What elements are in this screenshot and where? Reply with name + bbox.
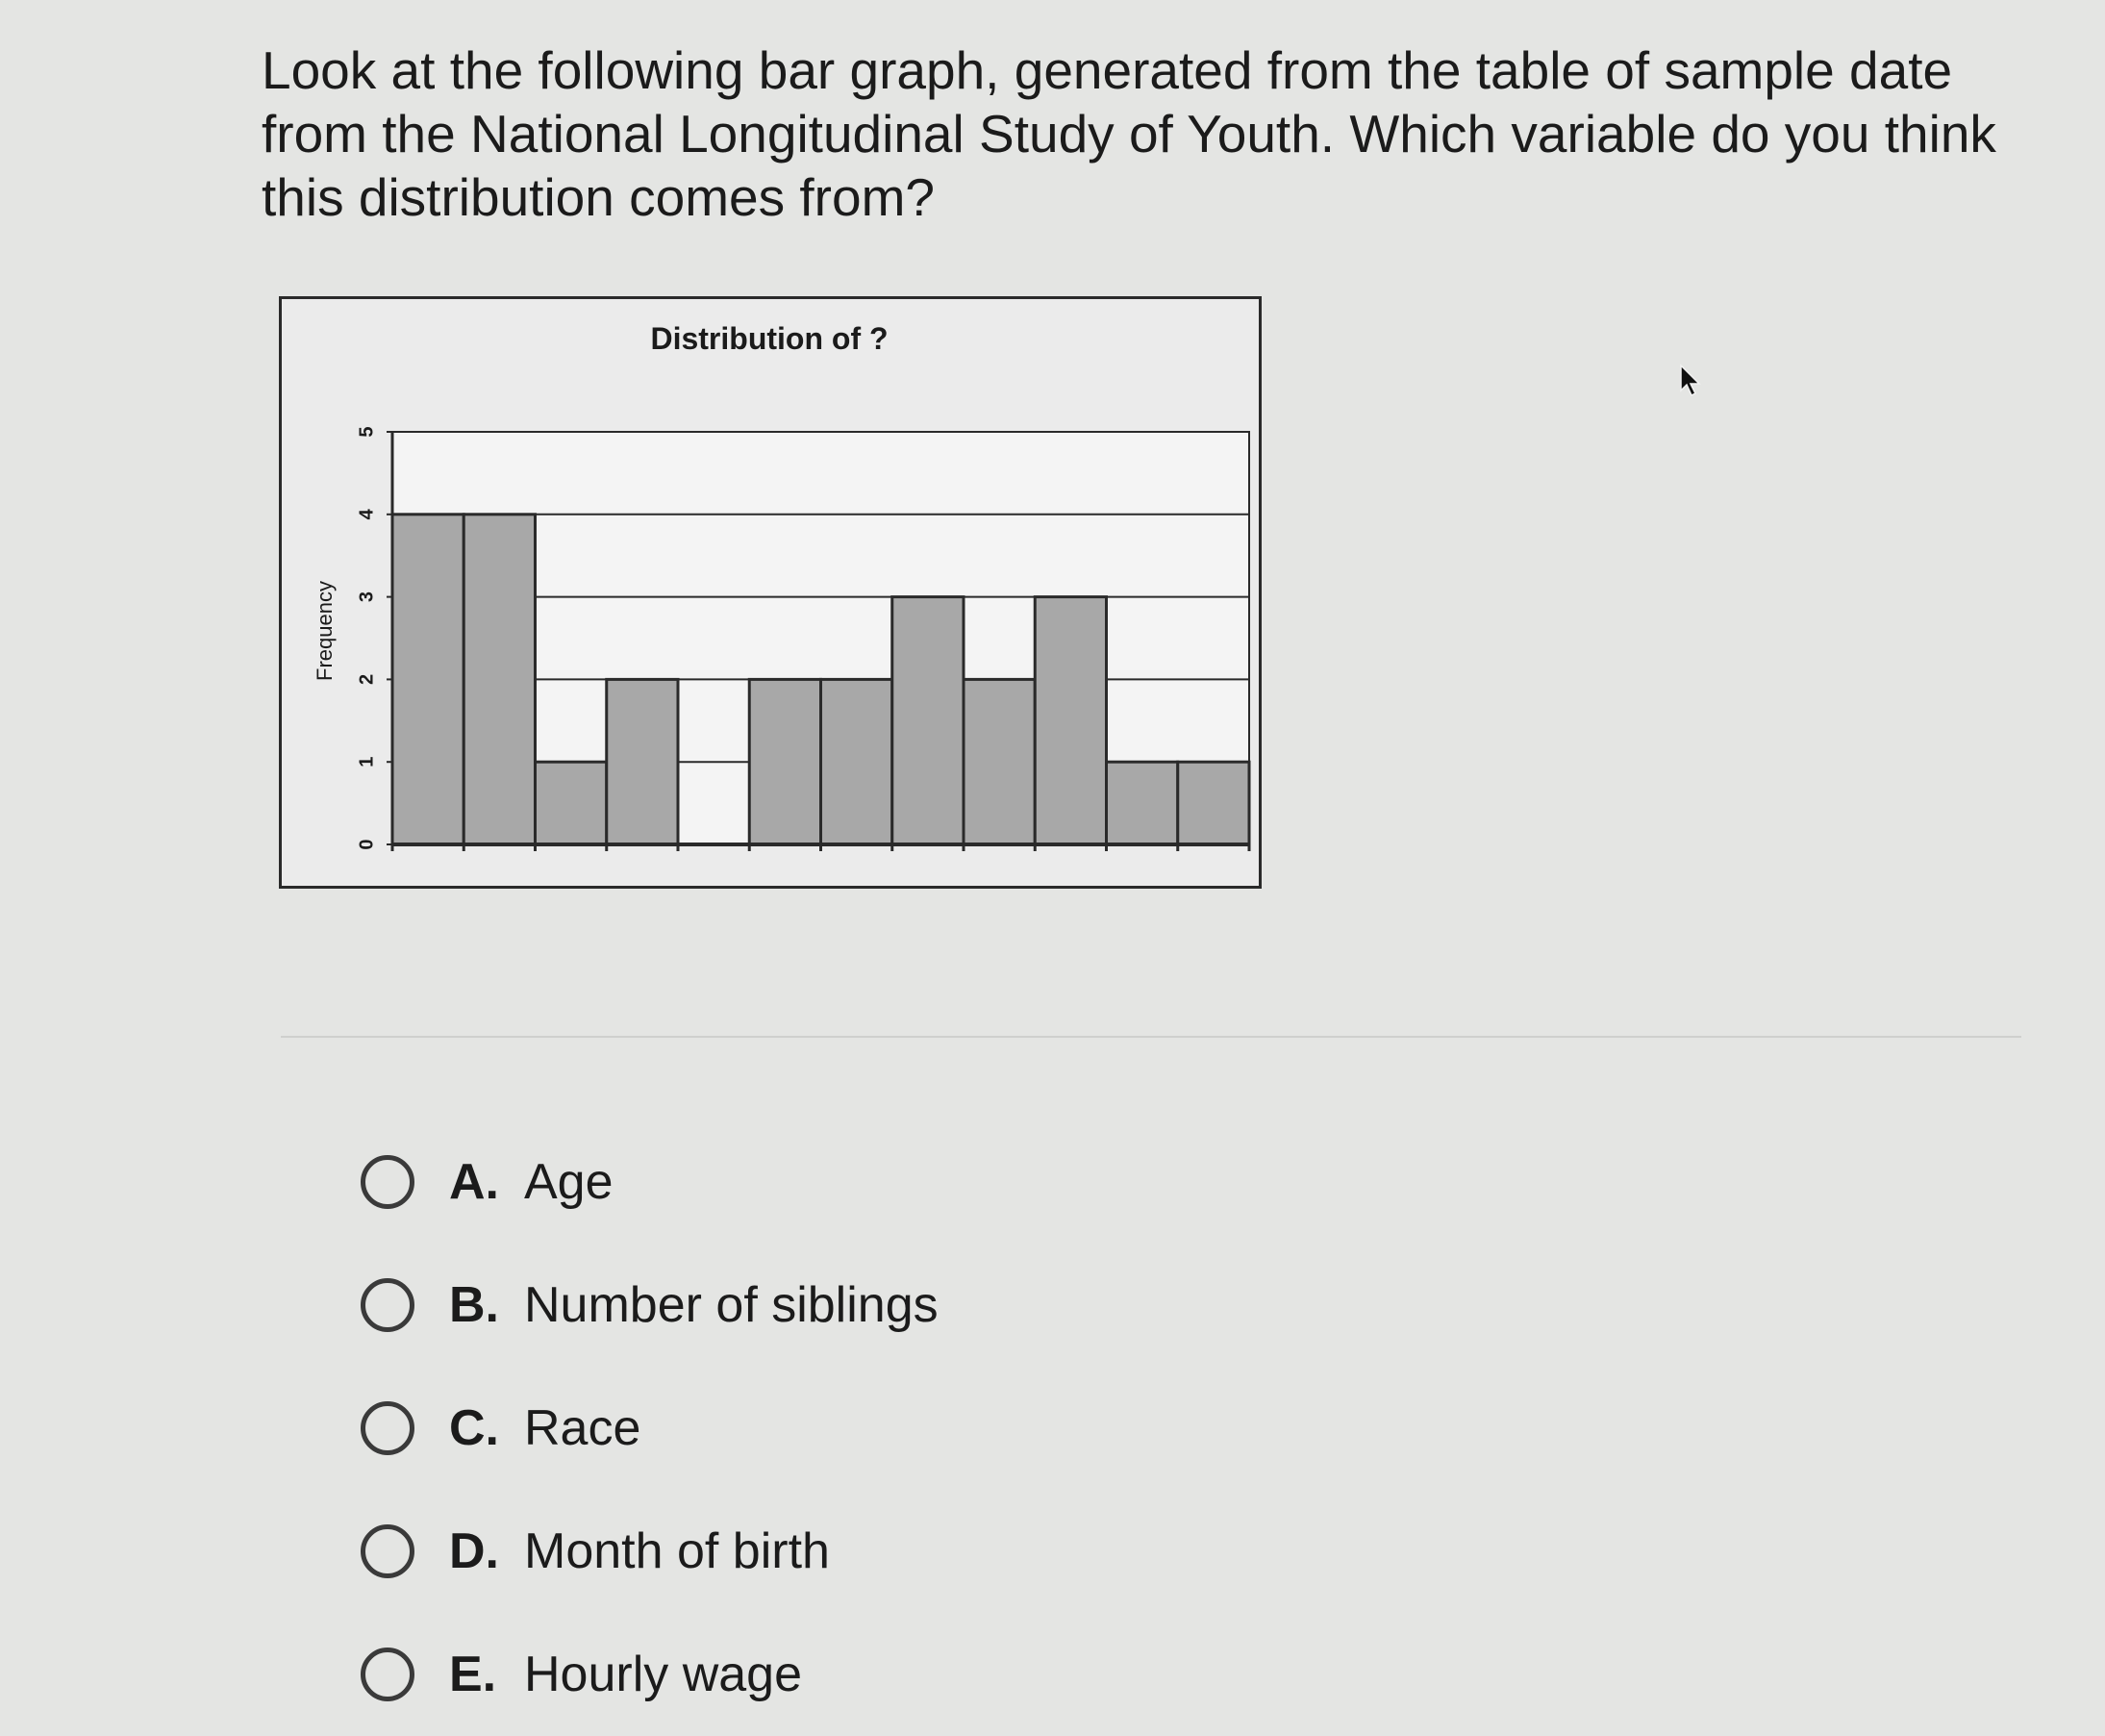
radio-button-c[interactable]: [361, 1401, 414, 1455]
y-tick-label: 1: [356, 756, 378, 767]
option-b-letter: B.: [449, 1277, 499, 1333]
option-b[interactable]: [361, 1244, 939, 1367]
chart-svg: [282, 299, 1259, 886]
y-tick-label: 2: [356, 673, 378, 685]
option-d-letter: D.: [449, 1523, 499, 1579]
bar: [1178, 762, 1249, 844]
option-a-letter: A.: [449, 1154, 499, 1210]
bar: [892, 597, 964, 844]
radio-button-b[interactable]: [361, 1278, 414, 1332]
option-e-text: Hourly wage: [524, 1647, 803, 1702]
radio-button-a[interactable]: [361, 1155, 414, 1209]
chart-title: Distribution of ?: [650, 321, 889, 356]
option-e-letter: E.: [449, 1647, 497, 1702]
y-tick-label: 0: [356, 839, 378, 850]
y-tick-label: 3: [356, 591, 378, 603]
bar: [964, 679, 1035, 844]
option-c[interactable]: [361, 1367, 939, 1490]
bar: [1035, 597, 1106, 844]
mouse-pointer-icon: [1679, 364, 1702, 398]
option-c-text: Race: [524, 1400, 641, 1456]
option-d[interactable]: [361, 1490, 939, 1613]
y-tick-label: 4: [356, 509, 378, 520]
question-text: Look at the following bar graph, generated from the table of sample date from the National Longitudinal Study of Youth. Which variable do you think this distribution comes from?: [262, 40, 1996, 227]
option-a-text: Age: [524, 1154, 614, 1210]
option-e[interactable]: [361, 1613, 939, 1736]
bar: [536, 762, 607, 844]
radio-button-e[interactable]: [361, 1648, 414, 1701]
bar-chart: [279, 296, 1262, 889]
y-axis-label: Frequency: [313, 581, 337, 681]
bar: [464, 515, 535, 844]
answer-options: [361, 1120, 939, 1736]
bar: [821, 679, 892, 844]
section-divider: [281, 1036, 2021, 1038]
bar: [392, 515, 464, 844]
bar: [749, 679, 820, 844]
bar: [1107, 762, 1178, 844]
option-d-text: Month of birth: [524, 1523, 830, 1579]
radio-button-d[interactable]: [361, 1524, 414, 1578]
option-a[interactable]: [361, 1120, 939, 1244]
y-tick-label: 5: [356, 426, 378, 438]
option-b-text: Number of siblings: [524, 1277, 939, 1333]
bar: [607, 679, 678, 844]
option-c-letter: C.: [449, 1400, 499, 1456]
